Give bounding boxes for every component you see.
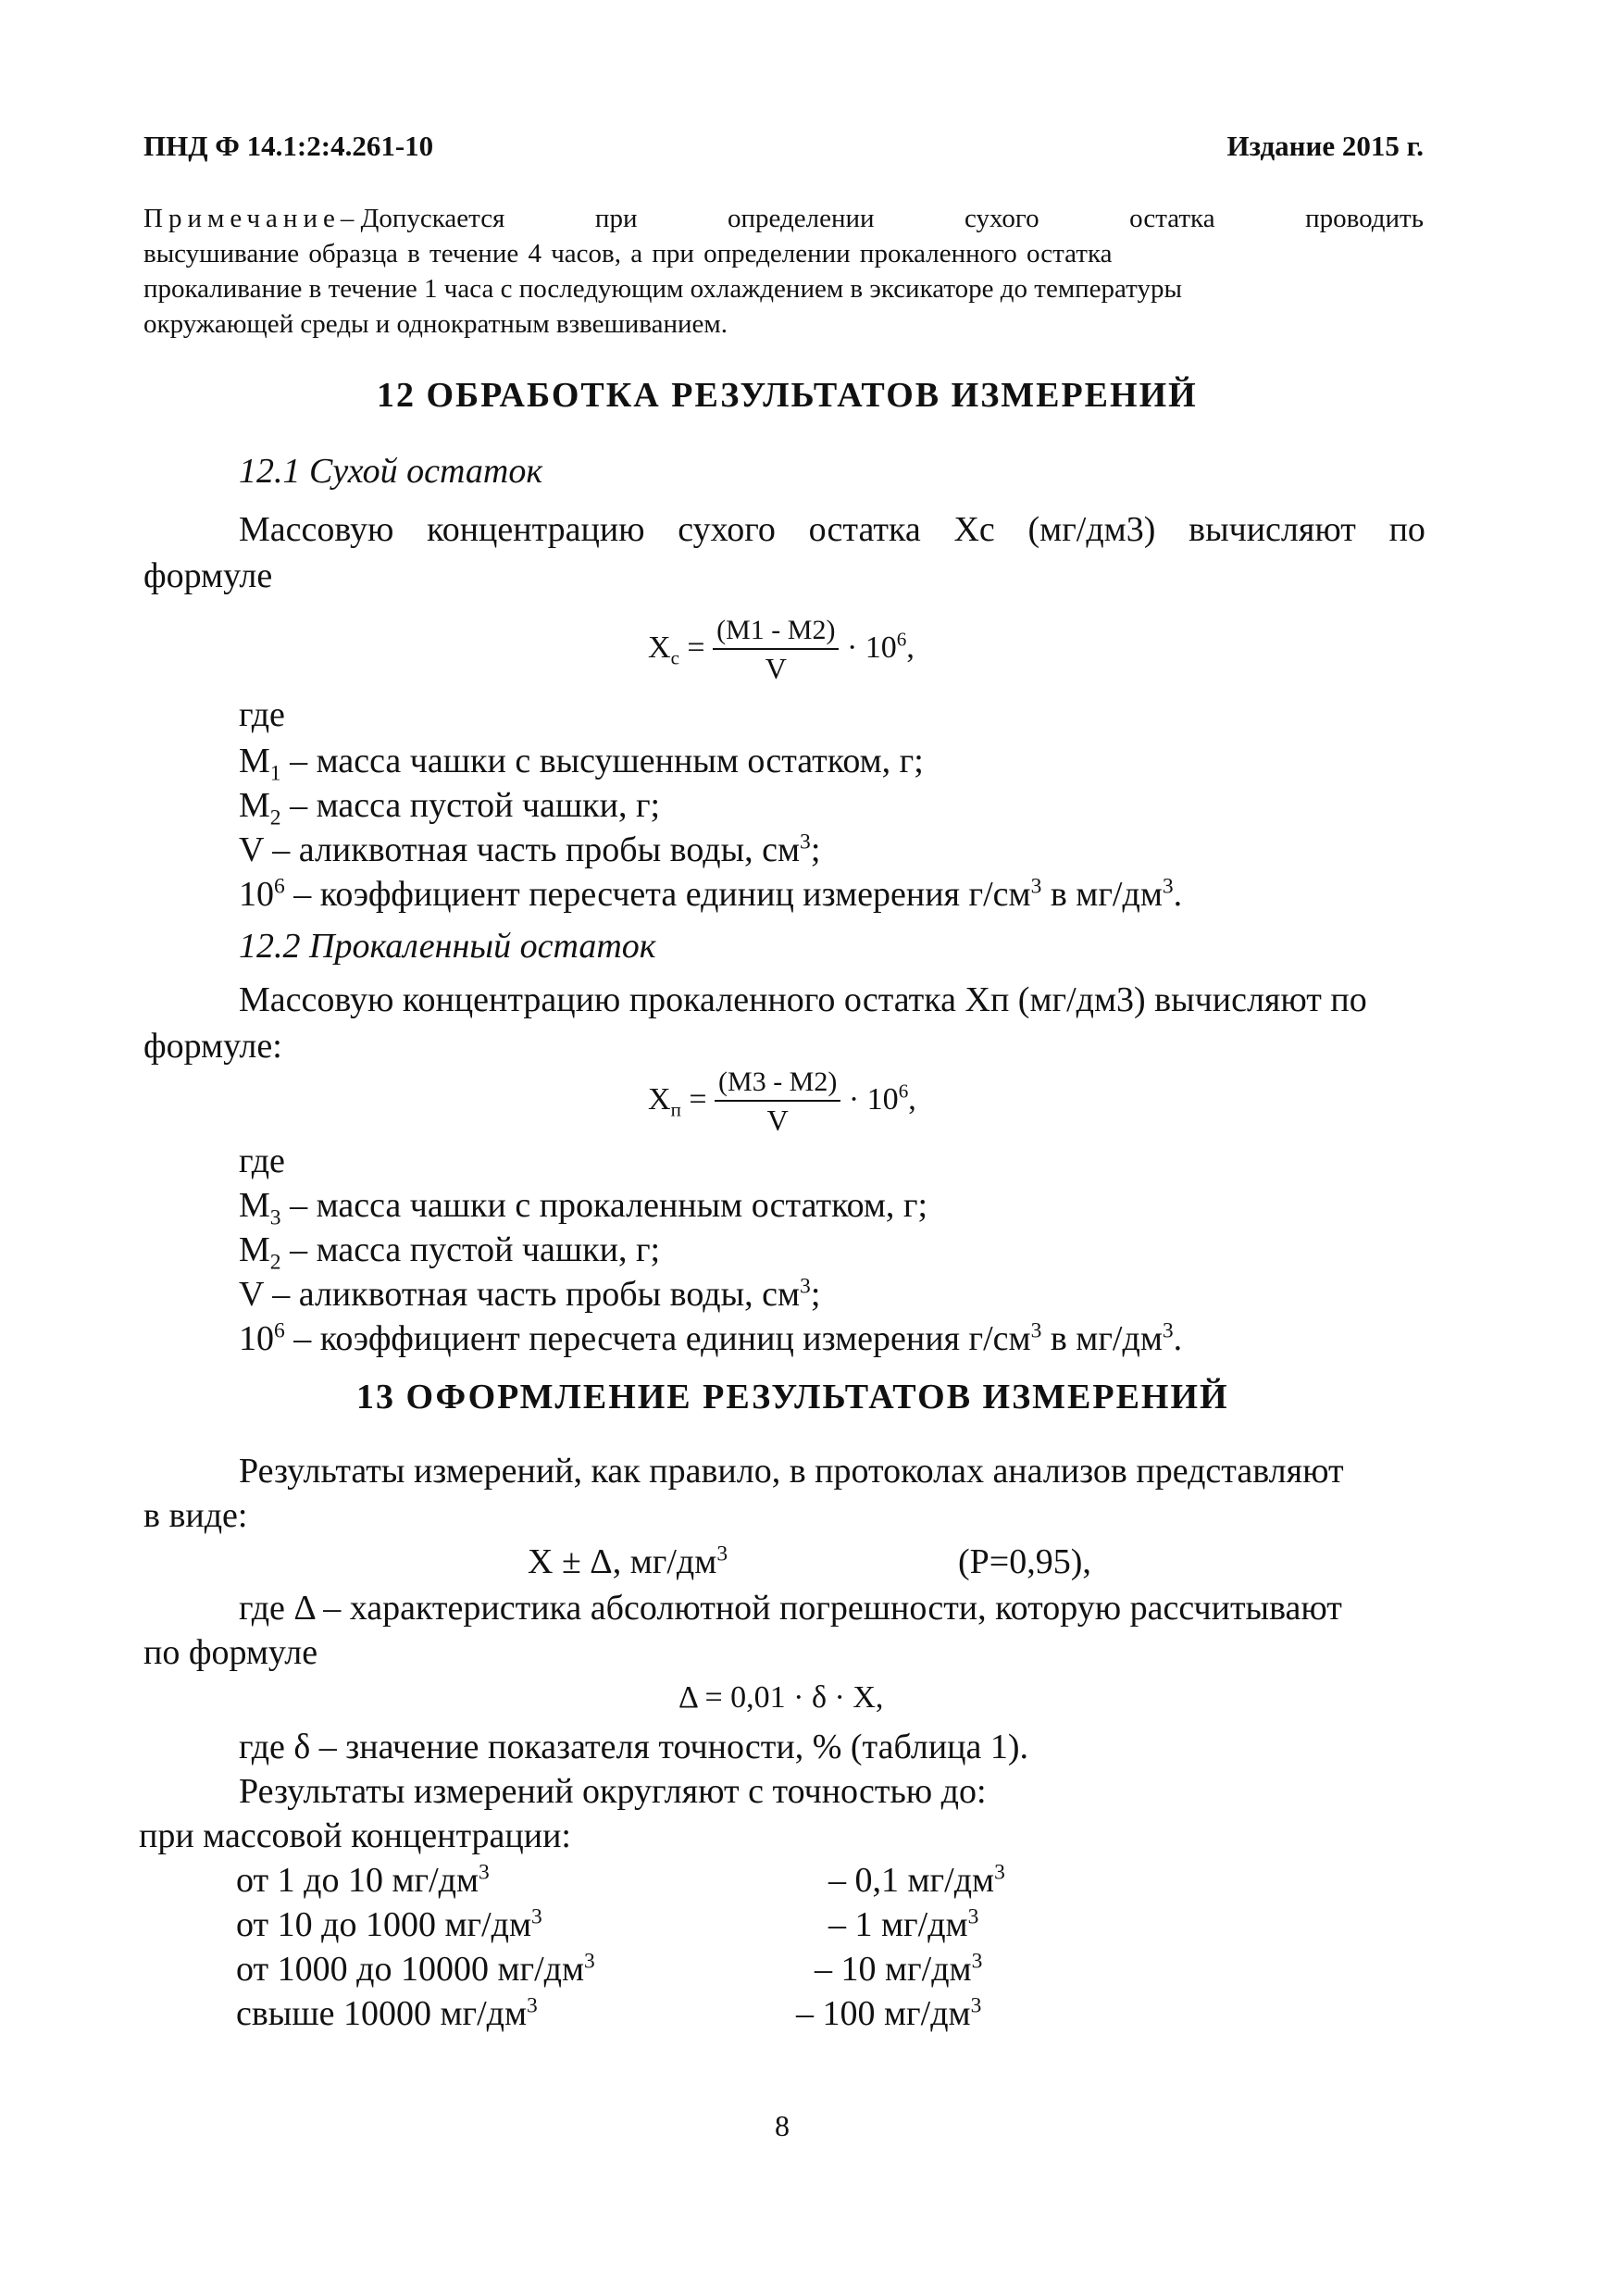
subsection-12-1-title: 12.1 Сухой остаток [239, 452, 543, 491]
definition-m3: $M_3$ – масса чашки с прокаленным остатком, г; [239, 1186, 928, 1230]
note-line-4: окружающей среды и однократным взвешиванием. [143, 309, 728, 339]
edition-label: Издание 2015 г. [1226, 130, 1424, 162]
sub2-intro-tail: формуле: [143, 1027, 282, 1066]
rounding-value: – 10 $мг/дм^3$ [815, 1949, 983, 1989]
note-line-3: прокаливание в течение 1 часа с последующим охлаждением в эксикаторе до температуры [143, 274, 1182, 304]
note-label: Примечание [143, 204, 341, 233]
result-expression: X ± Δ, $мг/дм^3$ [528, 1541, 728, 1581]
definition-coefficient: $10^6$ – коэффициент пересчета единиц измерения $г/см^3$ в $мг/дм^3$. [239, 1318, 1183, 1358]
sub1-intro-line: Массовую концентрацию сухого остатка Хс (мг/дм3) вычисляют по [239, 510, 1425, 549]
definition-coefficient: $10^6$ – коэффициент пересчета единиц измерения $г/см^3$ в $мг/дм^3$. [239, 874, 1183, 914]
definition-m1: $M_1$ – масса чашки с высушенным остатком, г; [239, 742, 924, 786]
fraction: $\frac{(M1 - M2)}{V}$ [713, 613, 839, 687]
where-label: где [239, 695, 285, 734]
rounding-range: свыше 10000 $мг/дм^3$ [236, 1993, 538, 2033]
rounding-intro: Результаты измерений округляют с точностью до: [239, 1772, 987, 1811]
delta-definition: где δ – значение показателя точности, % (таблица 1). [239, 1728, 1029, 1766]
delta-line-2: по формуле [143, 1633, 318, 1672]
rounding-subintro: при массовой концентрации: [139, 1816, 571, 1855]
note-line-1: Примечание– Допускается при определении сухого остатка проводить [143, 204, 1424, 233]
rounding-range: от 1000 до 10000 $мг/дм^3$ [236, 1949, 595, 1989]
delta-line-1: где Δ – характеристика абсолютной погрешности, которую рассчитывают [239, 1589, 1342, 1628]
where-label: где [239, 1142, 285, 1180]
rounding-value: – 0,1 $мг/дм^3$ [828, 1860, 1005, 1900]
rounding-value: – 1 $мг/дм^3$ [828, 1904, 979, 1944]
fraction: $\frac{(M3 - M2)}{V}$ [715, 1065, 840, 1139]
delta-formula: Δ = 0,01 · δ · X, [678, 1680, 884, 1715]
formula-dry-residue: $X_с$ = $\frac{(M1 - M2)}{V}$ · $10^6$, [648, 615, 915, 685]
formula-calcined-residue: $X_п$ = $\frac{(M3 - M2)}{V}$ · $10^6$, [648, 1067, 916, 1137]
definition-m2: $M_2$ – масса пустой чашки, г; [239, 1230, 661, 1275]
sub2-intro-line: Массовую концентрацию прокаленного остатка Хп (мг/дм3) вычисляют по [239, 980, 1367, 1019]
rounding-range: от 1 до 10 $мг/дм^3$ [236, 1860, 490, 1900]
subsection-12-2-title: 12.2 Прокаленный остаток [239, 927, 656, 966]
sub1-intro-tail: формуле [143, 556, 273, 595]
section-13-title: 13 ОФОРМЛЕНИЕ РЕЗУЛЬТАТОВ ИЗМЕРЕНИЙ [356, 1378, 1229, 1416]
s13-paragraph-line-2: в виде: [143, 1496, 248, 1535]
result-probability: (P=0,95), [958, 1542, 1091, 1581]
definition-v: V – аликвотная часть пробы воды, $см^3$; [239, 1274, 821, 1314]
note-line-2: высушивание образца в течение 4 часов, а при определении прокаленного остатка [143, 239, 1113, 268]
s13-paragraph-line-1: Результаты измерений, как правило, в протоколах анализов представляют [239, 1452, 1344, 1491]
page-number: 8 [775, 2109, 790, 2142]
doc-code: ПНД Ф 14.1:2:4.261-10 [143, 130, 434, 162]
definition-v: V – аликвотная часть пробы воды, $см^3$; [239, 830, 821, 869]
rounding-range: от 10 до 1000 $мг/дм^3$ [236, 1904, 542, 1944]
section-12-title: 12 ОБРАБОТКА РЕЗУЛЬТАТОВ ИЗМЕРЕНИЙ [377, 376, 1198, 415]
definition-m2: $M_2$ – масса пустой чашки, г; [239, 786, 661, 830]
rounding-value: – 100 $мг/дм^3$ [796, 1993, 982, 2033]
